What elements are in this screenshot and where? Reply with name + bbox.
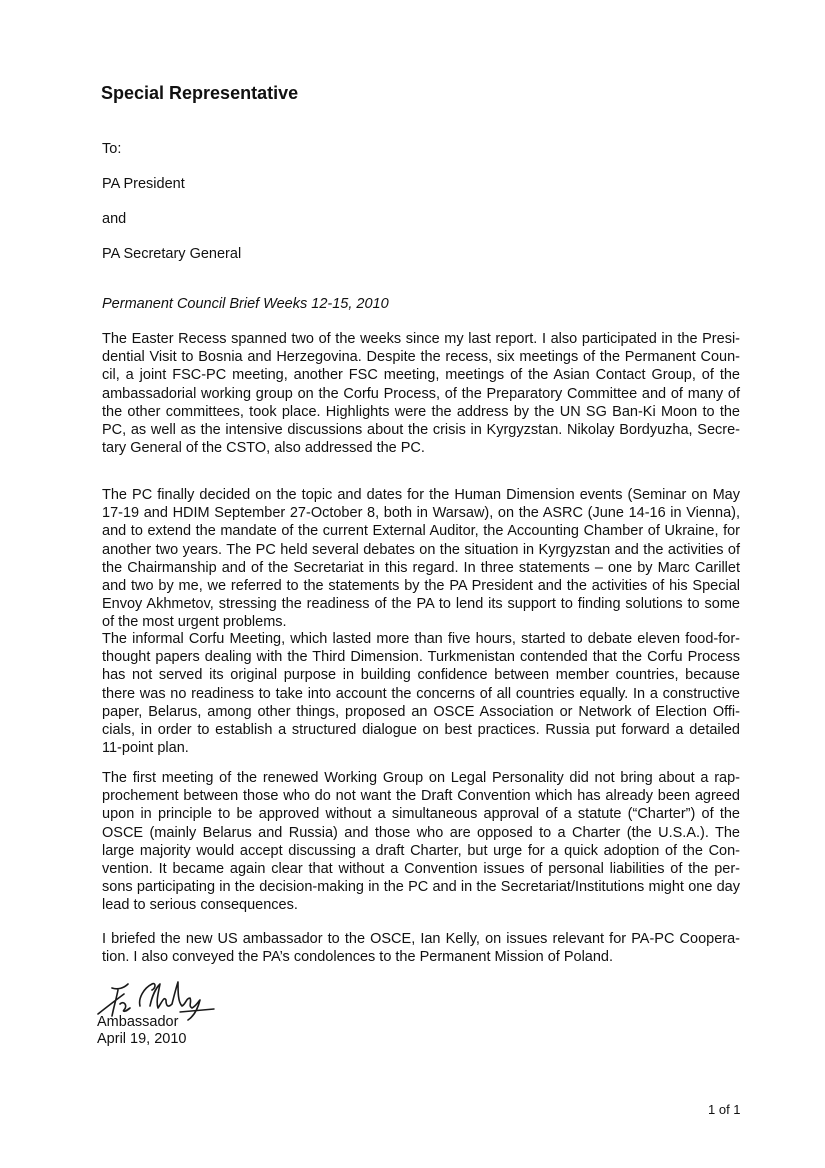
paragraph-line: and to extend the mandate of the current External Auditor, the Accounting Chamber of Ukraine, for [102,523,740,540]
signer-title: Ambassador [97,1014,179,1030]
page-title: Special Representative [101,83,299,103]
paragraph-us-ambassador [102,930,740,966]
signature-block [97,1014,186,1048]
paragraph-line: 17-19 and HDIM September 27-October 8, both in Warsaw), on the ASRC (June 14-16 in Vienna), [102,505,740,522]
paragraph-line: The first meeting of the renewed Working Group on Legal Personality did not bring about a rap- [102,770,740,786]
paragraph-line: ambassadorial working group on the Corfu Process, of the Preparatory Committee and of many of [102,385,740,402]
page-number: 1 of 1 [708,1102,741,1117]
paragraph-line: I briefed the new US ambassador to the OSCE, Ian Kelly, on issues relevant for PA-PC Coopera- [102,931,740,947]
paragraph-line: vention. It became again clear that without a Convention issues of personal liabilities of the per- [102,861,740,878]
paragraph-line: there was no readiness to take into account the concerns of all countries equally. In a constructive [102,685,740,702]
paragraph-line: and two by me, we referred to the statements by the PA President and the activities of his Special [102,578,740,595]
recipient-pa-secretary-general: PA Secretary General [102,246,242,262]
paragraph-line: large majority would accept discussing a draft Charter, but urge for a quick adoption of the Con- [102,842,740,859]
paragraph-line: of the most urgent problems. [102,614,287,631]
paragraph-line: cials, in order to establish a structured dialogue on best practices. Russia put forward a detailed [102,722,740,739]
brief-title: Permanent Council Brief Weeks 12-15, 2010 [102,296,389,312]
paragraph-line: tary General of the CSTO, also addressed the PC. [102,440,425,457]
paragraph-line: another two years. The PC held several debates on the situation in Kyrgyzstan and the activities of [102,541,740,558]
paragraph-line: tion. I also conveyed the PA’s condolences to the Permanent Mission of Poland. [102,949,614,966]
paragraph-line: Envoy Akhmetov, stressing the readiness of the PA to lend its support to finding solutions to some [102,596,740,613]
paragraph-line: The informal Corfu Meeting, which lasted more than five hours, started to debate eleven food-for- [102,631,740,647]
paragraph-line: has not served its original purpose in building confidence between member countries, because [102,667,740,684]
letter-date: April 19, 2010 [97,1031,187,1047]
paragraph-line: PC, as well as the intensive discussions about the crisis in Kyrgyzstan. Nikolay Bordyuzha, Secre- [102,422,740,439]
paragraph-line: lead to serious consequences. [102,897,298,914]
paragraph-easter-recess [102,330,740,457]
and-label: and [102,211,127,227]
recipient-pa-president: PA President [102,176,185,192]
paragraph-human-dimension [102,486,740,632]
paragraph-line: the other committees, took place. Highlights were the address by the UN SG Ban-Ki Moon to the [102,403,740,420]
paragraph-line: 11-point plan. [102,740,189,757]
paragraph-line: the Chairmanship and of the Secretariat in this regard. In three statements – one by Marc Carillet [102,559,740,576]
paragraph-corfu-meeting [102,630,740,757]
paragraph-line: paper, Belarus, among other things, proposed an OSCE Association or Network of Election Offi- [102,703,740,720]
paragraph-line: OSCE (mainly Belarus and Russia) and those who are opposed to a Charter (the U.S.A.). The [102,824,740,841]
paragraph-line: sons participating in the decision-making in the PC and in the Secretariat/Institutions might one day [102,879,740,896]
paragraph-line: dential Visit to Bosnia and Herzegovina. Despite the recess, six meetings of the Permanent Coun- [102,349,740,366]
paragraph-line: cil, a joint FSC-PC meeting, another FSC meeting, meetings of the Asian Contact Group, of the [102,367,740,384]
paragraph-line: The PC finally decided on the topic and dates for the Human Dimension events (Seminar on May [102,487,740,503]
paragraph-line: The Easter Recess spanned two of the weeks since my last report. I also participated in the Presi- [102,331,740,347]
paragraph-line: upon in principle to be approved without a simultaneous approval of a statute (“Charter”) of the [102,806,740,823]
paragraph-line: thought papers dealing with the Third Dimension. Turkmenistan contended that the Corfu Process [102,649,740,666]
paragraph-line: prochement between those who do not want the Draft Convention which has already been agreed [102,788,740,805]
to-label: To: [102,141,122,157]
paragraph-legal-personality [102,769,740,915]
